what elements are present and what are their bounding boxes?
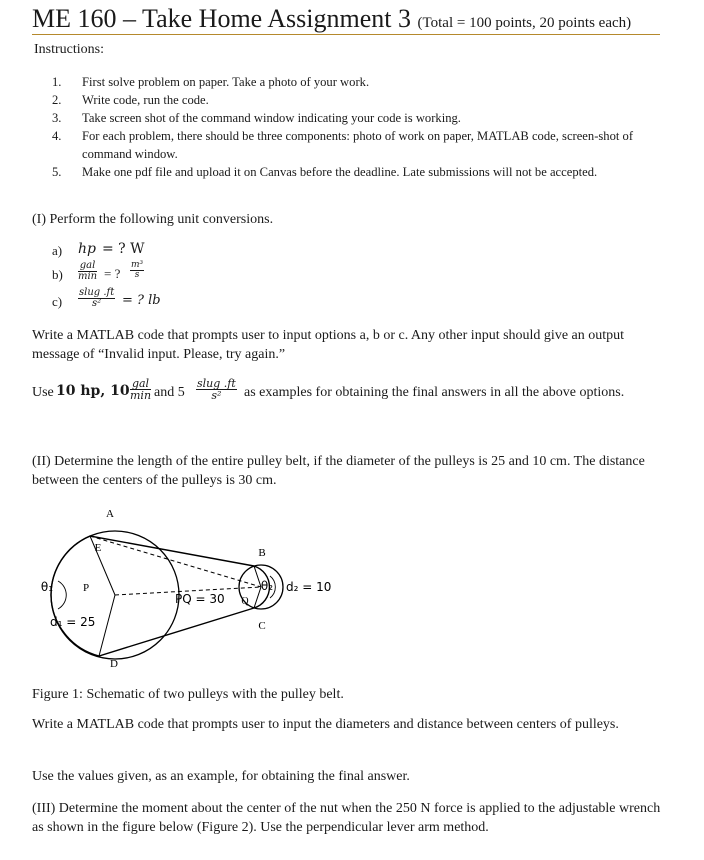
label-theta1: θ₁ (40, 580, 54, 594)
pulley-figure (30, 508, 350, 673)
label-d2: d₂ = 10 (286, 580, 332, 594)
instruction-item: 1. First solve problem on paper. Take a photo of your work. (52, 75, 370, 89)
conversion-a-lhs: hp (78, 241, 96, 257)
instructions-heading: Instructions: (34, 42, 104, 57)
instruction-item: 5. Make one pdf file and upload it on Canvas before the deadline. Late submissions will not be accepted. (52, 165, 598, 179)
title-rule (32, 34, 660, 35)
conversion-a-rhs: = ? W (102, 241, 145, 257)
label-d: D (110, 658, 118, 670)
problem1-heading: (I) Perform the following unit conversions. (32, 212, 274, 227)
instructions-list (52, 73, 652, 181)
label-b: B (258, 547, 266, 559)
conversion-c-fraction: slug .ft s² (79, 287, 115, 309)
conversion-b-result-fraction: $\frac{\text{m³}}{s}$ (131, 260, 144, 280)
example-fraction-gal-min: gal min (130, 377, 152, 402)
conversion-b-mid: = ? (104, 266, 121, 281)
title-main: ME 160 – Take Home Assignment 3 (32, 4, 412, 33)
label-c: C (258, 620, 266, 632)
dashed-e-q (90, 536, 261, 587)
label-p: P (82, 582, 90, 594)
conversion-c-label: c) (52, 294, 63, 309)
label-pq: PQ = 30 (175, 592, 225, 606)
page-title (32, 4, 631, 34)
label-theta2: θ₂ (260, 579, 274, 593)
conversion-c-rhs: = ? lb (122, 293, 161, 308)
problem2-body1: Write a MATLAB code that prompts user to input the diameters and distance between centers of pulleys. (32, 717, 619, 732)
problem2-body2: Use the values given, as an example, for obtaining the final answer. (32, 769, 410, 784)
instruction-item: 2. Write code, run the code. (52, 93, 209, 107)
label-e: E (94, 542, 102, 554)
conversion-b-label: b) (52, 267, 63, 282)
label-d1: d₁ = 25 (50, 615, 96, 629)
radius-d (99, 595, 115, 656)
example-fraction-slug-ft: slug .ft s² (197, 377, 236, 402)
figure1-caption: Figure 1: Schematic of two pulleys with the pulley belt. (32, 687, 344, 702)
problem1-body: Write a MATLAB code that prompts user to input options a, b or c. Any other input should give an output message of “Invalid input. Please, try again.” (32, 328, 625, 362)
label-a: A (106, 508, 114, 520)
conversion-list (52, 241, 212, 309)
problem2-heading: (II) Determine the length of the entire pulley belt, if the diameter of the pulleys is 25 and 10 cm. The distance between the centers of the pulleys is 30 cm. (32, 454, 645, 488)
conversion-a-label: a) (52, 243, 63, 258)
problem3-heading: (III) Determine the moment about the center of the nut when the 250 N force is applied to the adjustable wrench as shown in the figure below (Figure 2). Use the perpendicular lever arm method. (32, 801, 661, 835)
label-q: Q (241, 596, 249, 607)
instruction-item: 4. For each problem, there should be three components: photo of work on paper, MATLAB code, screen-shot of command window. (52, 129, 634, 161)
belt-upper (51, 536, 254, 595)
title-subtitle: (Total = 100 points, 20 points each) (417, 15, 632, 31)
theta1-arc (58, 581, 66, 609)
problem1-examples: Use 10 hp, 10 gal min and 5 slug .ft s² as examples for obtaining the final answers in all the above options. (32, 377, 625, 402)
conversion-b-fraction: gal min (78, 260, 98, 282)
instruction-item: 3. Take screen shot of the command window indicating your code is working. (52, 111, 461, 125)
